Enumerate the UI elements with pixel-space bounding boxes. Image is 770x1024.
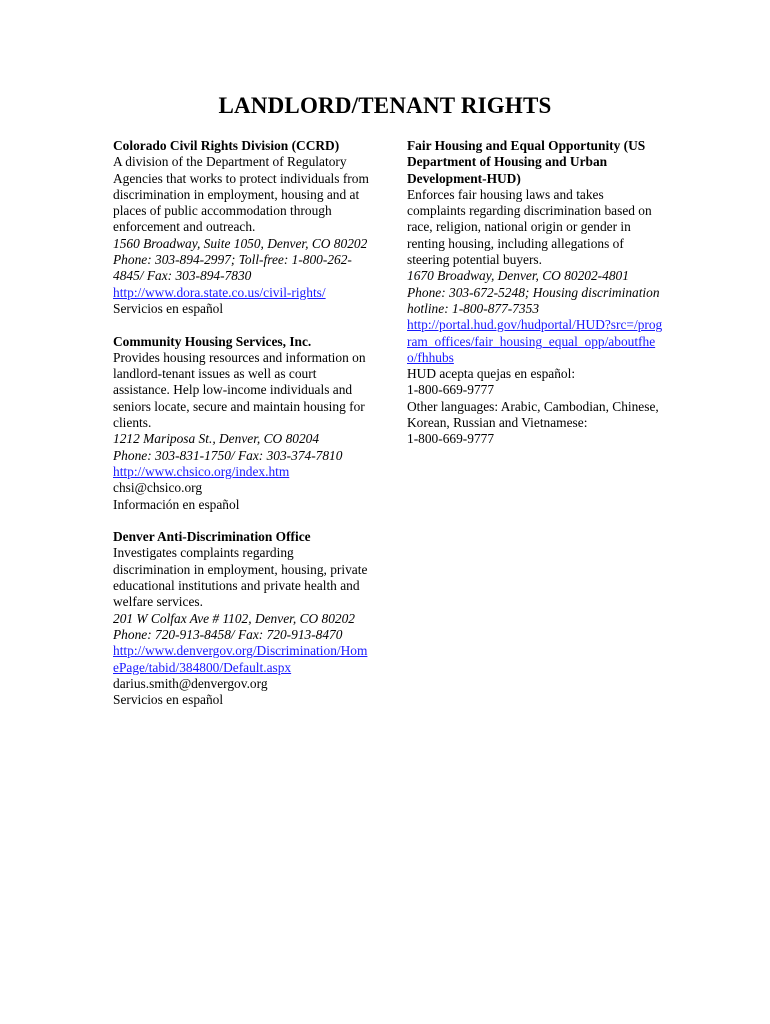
entry-phone: Phone: 303-672-5248; Housing discrimination hotline: 1-800-877-7353: [407, 284, 660, 316]
entry-address: 1670 Broadway, Denver, CO 80202-4801: [407, 268, 629, 284]
entry-language-note: Servicios en español: [113, 692, 224, 708]
entry-address: 1560 Broadway, Suite 1050, Denver, CO 80202: [113, 235, 368, 251]
entry-description: Investigates complaints regarding discrimination in employment, housing, private educational institutions and private health and welfare services.: [113, 545, 368, 610]
entry-ccrd: [113, 138, 369, 317]
entry-name: Colorado Civil Rights Division (CCRD): [113, 138, 340, 153]
entry-website-link[interactable]: http://www.dora.state.co.us/civil-rights/: [113, 284, 326, 300]
entry-chs: [113, 334, 369, 513]
entry-phone: Phone: 720-913-8458/ Fax: 720-913-8470: [113, 626, 343, 642]
entry-hotline: 1-800-669-9777: [407, 431, 495, 447]
entry-hud: [407, 138, 663, 448]
entry-address: 1212 Mariposa St., Denver, CO 80204: [113, 431, 320, 447]
entry-language-note: Servicios en español: [113, 300, 224, 316]
entry-email: chsi@chsico.org: [113, 480, 203, 496]
entry-description: Enforces fair housing laws and takes complaints regarding discrimination based on race, religion, national origin or gender in renting housing, including allegations of steering potential buyers.: [407, 186, 652, 268]
entry-address: 201 W Colfax Ave # 1102, Denver, CO 80202: [113, 610, 355, 626]
entry-language-note: HUD acepta quejas en español:: [407, 366, 576, 382]
entry-hotline: 1-800-669-9777: [407, 382, 495, 398]
entry-name: Denver Anti-Discrimination Office: [113, 529, 311, 545]
entry-description: Provides housing resources and information on landlord-tenant issues as well as court assistance. Help low-income individuals and seniors locate, secure and maintain housing for clients.: [113, 349, 366, 431]
entry-denver-anti-discrimination: [113, 529, 369, 708]
entry-phone: Phone: 303-831-1750/ Fax: 303-374-7810: [113, 447, 343, 463]
entry-email: darius.smith@denvergov.org: [113, 675, 268, 691]
entry-description: A division of the Department of Regulatory Agencies that works to protect individuals from discrimination in employment, housing and at places of public accommodation through enforcement and outreach.: [113, 154, 369, 235]
left-column: [113, 138, 369, 725]
entry-website-link[interactable]: http://portal.hud.gov/hudportal/HUD?src=/program_offices/fair_housing_equal_opp/aboutfheo/fhhubs: [407, 317, 663, 365]
page-title: LANDLORD/TENANT RIGHTS: [218, 93, 552, 118]
entry-website-link[interactable]: http://www.denvergov.org/Discrimination/HomePage/tabid/384800/Default.aspx: [113, 643, 368, 675]
entry-website-link[interactable]: http://www.chsico.org/index.htm: [113, 463, 290, 479]
entry-name: Community Housing Services, Inc.: [113, 333, 312, 349]
entry-language-note: Información en español: [113, 496, 240, 512]
entry-other-languages: Other languages: Arabic, Cambodian, Chinese, Korean, Russian and Vietnamese:: [407, 398, 659, 431]
entry-name: Fair Housing and Equal Opportunity (US Department of Housing and Urban Development-HUD): [407, 138, 646, 186]
entry-phone: Phone: 303-894-2997; Toll-free: 1-800-262-4845/ Fax: 303-894-7830: [113, 252, 352, 284]
right-column: [407, 138, 663, 464]
